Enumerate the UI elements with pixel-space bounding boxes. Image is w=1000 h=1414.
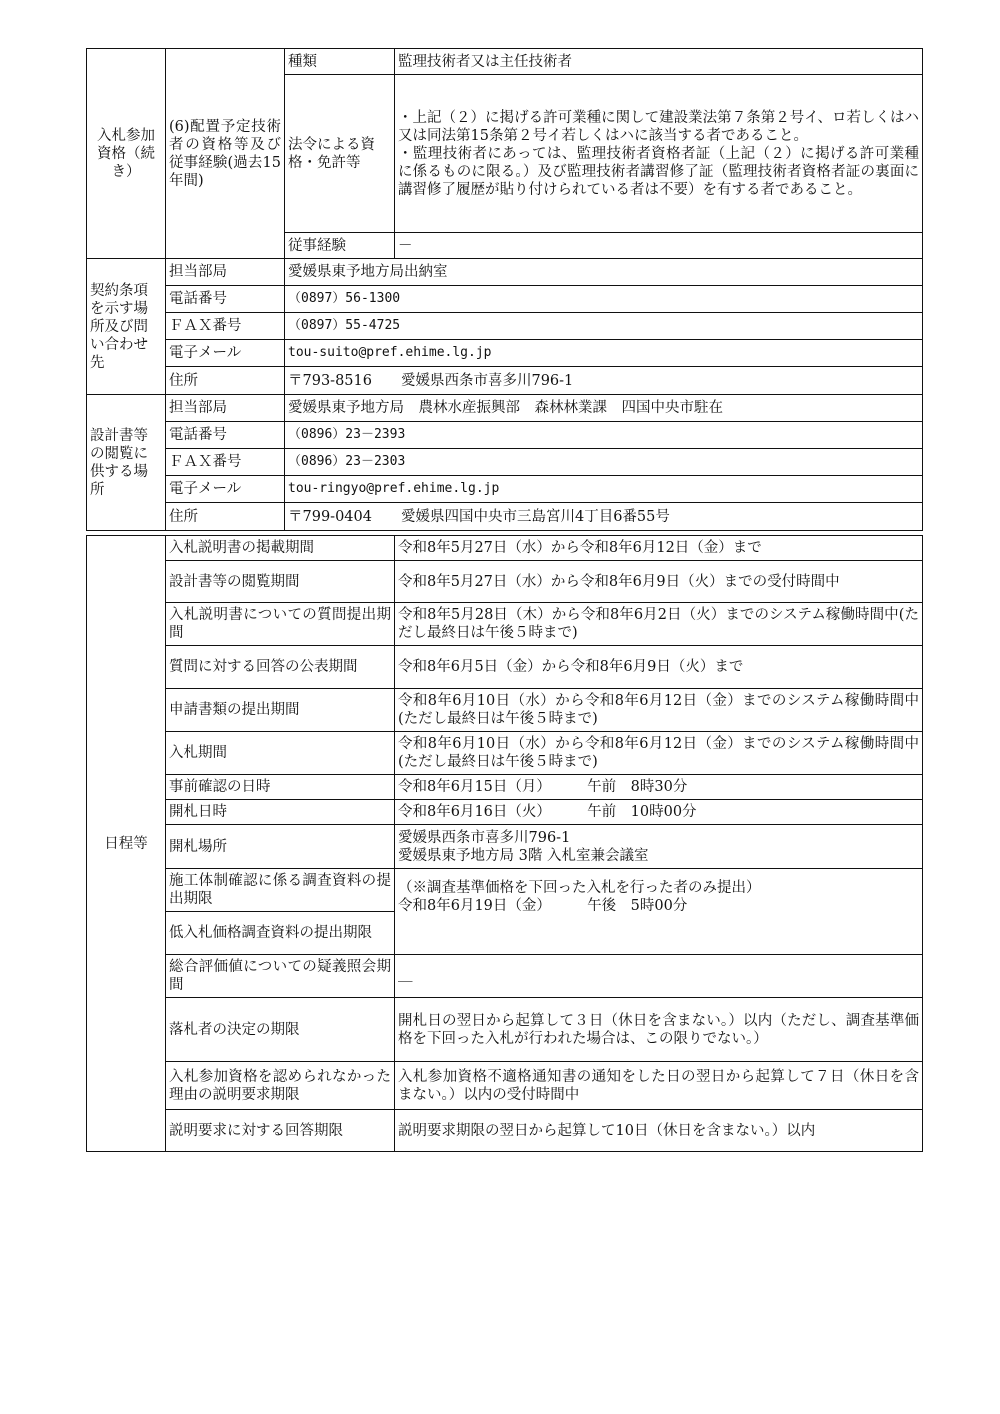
row-value: （0896）23－2303	[285, 449, 923, 476]
low-bid-note: （※調査基準価格を下回った入札を行った者のみ提出）	[398, 880, 761, 896]
row-label: 担当部局	[166, 395, 285, 422]
row-label: 質問に対する回答の公表期間	[166, 646, 395, 689]
row-value: 監理技術者又は主任技術者	[395, 49, 923, 75]
row-label: 電子メール	[166, 476, 285, 503]
row-label: 電子メール	[166, 340, 285, 367]
row-value: ＿	[395, 955, 923, 998]
row-value: 愛媛県東予地方局 農林水産振興部 森林林業課 四国中央市駐在	[285, 395, 923, 422]
row-label: 法令による資格・免許等	[285, 75, 395, 233]
row-label: 開札場所	[166, 825, 395, 869]
row-label: 担当部局	[166, 259, 285, 286]
row-value: 入札参加資格不適格通知書の通知をした日の翌日から起算して７日（休日を含まない。）以内の受付時間中	[395, 1062, 923, 1110]
row-label: 種類	[285, 49, 395, 75]
row-value: 説明要求期限の翌日から起算して10日（休日を含まない。）以内	[395, 1110, 923, 1152]
row-label: 入札説明書の掲載期間	[166, 536, 395, 561]
row-label: 総合評価値についての疑義照会期間	[166, 955, 395, 998]
row-value: －	[395, 233, 923, 259]
row-label: 申請書類の提出期間	[166, 689, 395, 732]
row-value: 令和8年6月16日（火） 午前 10時00分	[395, 800, 923, 825]
row-value: 令和8年5月27日（水）から令和8年6月12日（金）まで	[395, 536, 923, 561]
low-bid-deadline: 令和8年6月19日（金） 午後 5時00分	[398, 898, 688, 914]
bid-place-room: 愛媛県東予地方局 3階 入札室兼会議室	[398, 847, 649, 864]
row-label: 電話番号	[166, 286, 285, 313]
row-value: 令和8年6月5日（金）から令和8年6月9日（火）まで	[395, 646, 923, 689]
row-label: 事前確認の日時	[166, 775, 395, 800]
row-label: 説明要求に対する回答期限	[166, 1110, 395, 1152]
row-label: 入札説明書についての質問提出期間	[166, 603, 395, 646]
row-value: 令和8年6月10日（水）から令和8年6月12日（金）までのシステム稼働時間中(ただし最終日は午後５時まで)	[395, 732, 923, 775]
schedule-heading: 日程等	[87, 536, 166, 1152]
row-value: 令和8年6月10日（水）から令和8年6月12日（金）までのシステム稼働時間中(ただし最終日は午後５時まで)	[395, 689, 923, 732]
license-requirement-2: ・監理技術者にあっては、監理技術者資格者証（上記（２）に掲げる許可業種に係るものに限る。）及び監理技術者講習修了証（監理技術者資格者証の裏面に講習修了履歴が貼り付けられている者は不要）を有する者であること。	[398, 145, 919, 198]
row-value: 令和8年6月15日（月） 午前 8時30分	[395, 775, 923, 800]
row-label: 施工体制確認に係る調査資料の提出期限	[166, 869, 395, 912]
row-value: 愛媛県東予地方局出納室	[285, 259, 923, 286]
low-bid-value	[395, 869, 923, 955]
row-label: 低入札価格調査資料の提出期限	[166, 912, 395, 955]
design-heading: 設計書等の閲覧に供する場所	[87, 395, 166, 531]
row-label: 開札日時	[166, 800, 395, 825]
row-label: 電話番号	[166, 422, 285, 449]
row-label: 落札者の決定の期限	[166, 998, 395, 1062]
email-value: tou-ringyo@pref.ehime.lg.jp	[285, 476, 923, 503]
schedule-table	[86, 535, 923, 1152]
license-requirements	[395, 75, 923, 233]
contract-heading: 契約条項を示す場所及び問い合わせ先	[87, 259, 166, 395]
qualification-heading: 入札参加資格（続き）	[87, 49, 166, 259]
row-value: 開札日の翌日から起算して３日（休日を含まない。）以内（ただし、調査基準価格を下回った入札が行われた場合は、この限りでない。）	[395, 998, 923, 1062]
row-value: （0897）55-4725	[285, 313, 923, 340]
row-label: 入札参加資格を認められなかった理由の説明要求期限	[166, 1062, 395, 1110]
email-value: tou-suito@pref.ehime.lg.jp	[285, 340, 923, 367]
upper-table	[86, 48, 923, 531]
row-label: 住所	[166, 503, 285, 531]
bid-place-address: 愛媛県西条市喜多川796-1	[398, 829, 571, 846]
row-label: ＦＡＸ番号	[166, 313, 285, 340]
qualification-subheading: (6)配置予定技術者の資格等及び従事経験(過去15年間)	[166, 49, 285, 259]
row-value: 令和8年5月27日（水）から令和8年6月9日（火）までの受付時間中	[395, 561, 923, 603]
row-label: ＦＡＸ番号	[166, 449, 285, 476]
bid-place-value	[395, 825, 923, 869]
row-label: 入札期間	[166, 732, 395, 775]
row-value: 〒799-0404 愛媛県四国中央市三島宮川4丁目6番55号	[285, 503, 923, 531]
row-value: （0897）56-1300	[285, 286, 923, 313]
row-value: 令和8年5月28日（木）から令和8年6月2日（火）までのシステム稼働時間中(ただし最終日は午後５時まで)	[395, 603, 923, 646]
row-label: 住所	[166, 367, 285, 395]
row-value: 〒793-8516 愛媛県西条市喜多川796-1	[285, 367, 923, 395]
row-label: 設計書等の閲覧期間	[166, 561, 395, 603]
row-value: （0896）23－2393	[285, 422, 923, 449]
license-requirement-1: ・上記（２）に掲げる許可業種に関して建設業法第７条第２号イ、ロ若しくはハ又は同法第15条第２号イ若しくはハに該当する者であること。	[398, 109, 919, 144]
row-label: 従事経験	[285, 233, 395, 259]
